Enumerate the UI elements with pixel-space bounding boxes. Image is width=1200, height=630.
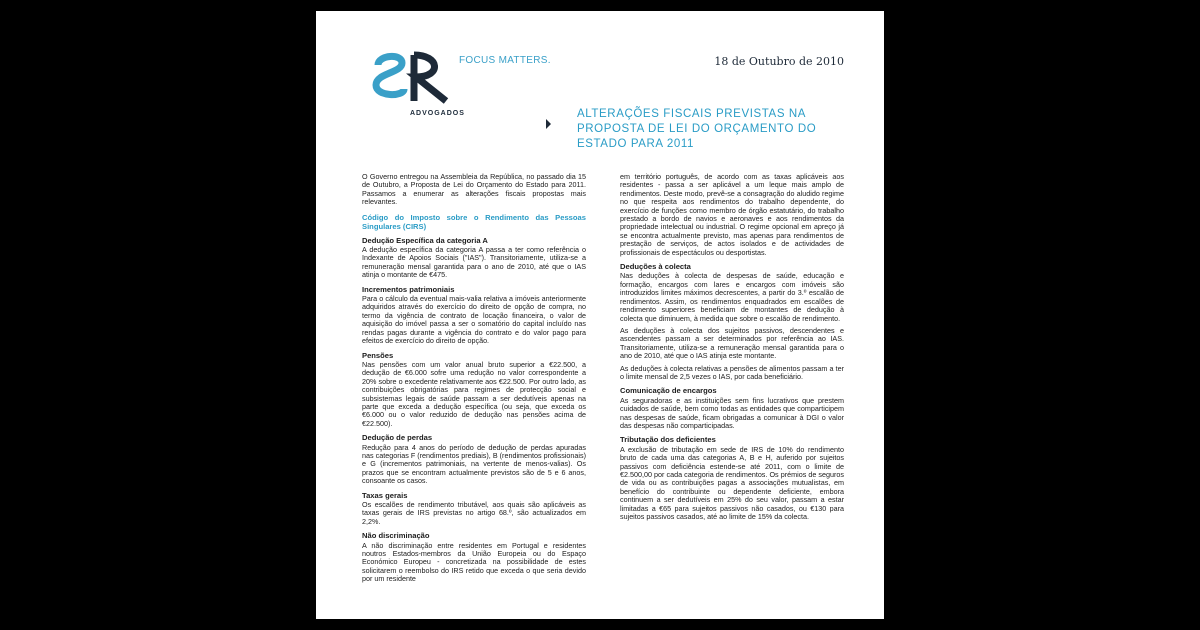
- block-text: Para o cálculo da eventual mais-valia relativa a imóveis anteriormente adquiridos através do exercício do direito de opção de compra, no termo da vigência de contrato de locação financeira, o valor de aquisição do imóvel passa a ser o somatório do capital incluído nas rendas pagas durante a vigência do contrato e do valor pago para efeitos de exercício do direito de opção.: [362, 294, 586, 346]
- document-page: [316, 11, 884, 619]
- block-text: As deduções à colecta dos sujeitos passivos, descendentes e ascendentes passam a ser determinados por referência ao IAS. Transitoriamente, utiliza-se a remuneração mensal garantida para o ano de 2010, até que o IAS atinja este montante.: [620, 325, 844, 361]
- tagline: FOCUS MATTERS.: [459, 55, 551, 66]
- block-heading: Deduções à colecta: [620, 262, 691, 272]
- block-heading: Dedução Específica da categoria A: [362, 235, 488, 245]
- title-arrow-icon: [546, 119, 551, 129]
- continuation-paragraph: em território português, de acordo com as taxas aplicáveis aos residentes - passa a ser aplicável a um leque mais amplo de rendimentos. Deste modo, prevê-se a consagração do aludido regime no que respeita aos rendimentos do trabalho dependente, do exercício de funções como membro de órgão estatutário, do trabalho prestado a bordo de navios e aeronaves e aos rendimentos da propriedade intelectual ou industrial. O regime opcional em apreço já se encontra actualmente previsto, mas apenas para rendimentos de prestação de serviços, de actos isolados e de actividades de profissionais de espectáculos ou desportistas.: [620, 172, 844, 257]
- block-text: Nas pensões com um valor anual bruto superior a €22.500, a dedução de €6.000 sofre uma redução no valor correspondente a 20% sobre o excedente relativamente aos €22.500. Por outro lado, as contribuições obrigatórias para regimes de protecção social e subsistemas legais de saúde passam a ser dedutíveis apenas na parte que exceda a dedução específica (ou seja, que exceda os €6.000 ou o valor reduzido de dedução nas pensões acima de €22.500).: [362, 359, 586, 428]
- block-text: As seguradoras e as instituições sem fins lucrativos que prestem cuidados de saúde, bem como todas as entidades que comparticipem nas despesas de saúde, ficam obrigadas a comunicar à DGI o valor das despesas não comparticipadas.: [620, 395, 844, 430]
- block-text: Os escalões de rendimento tributável, aos quais são aplicáveis as taxas gerais de IRS previstas no artigo 68.º, são actualizados em 2,2%.: [362, 500, 586, 526]
- block-heading: Taxas gerais: [362, 490, 408, 500]
- block-text: Redução para 4 anos do período de dedução de perdas apuradas nas categorias F (rendimentos prediais), B (rendimentos profissionais) e G (incrementos patrimoniais, na vertente de menos-valias). Os prazos que se encontram actualmente previstos são de 5 e 6 anos, consoante os casos.: [362, 442, 586, 486]
- company-logo: [368, 51, 465, 119]
- block-heading: Não discriminação: [362, 531, 430, 541]
- logo-mark-icon: [368, 51, 460, 111]
- block-heading: Dedução de perdas: [362, 433, 433, 443]
- right-column: [620, 173, 844, 525]
- logo-subtitle: ADVOGADOS: [410, 110, 465, 117]
- block-text: A exclusão de tributação em sede de IRS de 10% do rendimento bruto de cada uma das categorias A, B e H, auferido por sujeitos passivos com deficiência estende-se até 2011, com o limite de €2.500,00 por cada categoria de rendimentos. Os prémios de seguros de vida ou as contribuições pagas a associações mutualistas, em benefício do contribuinte ou dependente deficiente, embora continuem a ser dedutíveis em 25% do seu valor, passam a estar limitadas a €65 para sujeitos passivos não casados, ou €130 para sujeitos passivos casados, até ao limite de 15% da colecta.: [620, 444, 844, 522]
- block-text: As deduções à colecta relativas a pensões de alimentos passam a ter o limite mensal de 2,5 vezes o IAS, por cada beneficiário.: [620, 363, 844, 381]
- left-column: [362, 173, 586, 588]
- document-title: ALTERAÇÕES FISCAIS PREVISTAS NA PROPOSTA DE LEI DO ORÇAMENTO DO ESTADO PARA 2011: [577, 108, 817, 150]
- block-text: Nas deduções à colecta de despesas de saúde, educação e formação, encargos com lares e encargos com imóveis são introduzidos limites máximos decrescentes, a partir do 3.º escalão de rendimentos. Assim, os rendimentos enquadrados em escalões de rendimento superiores beneficiam de montantes de dedução à colecta que diminuem, à medida que sobre o escalão de rendimento.: [620, 271, 844, 323]
- block-heading: Incrementos patrimoniais: [362, 284, 455, 294]
- block-heading: Comunicação de encargos: [620, 386, 717, 396]
- block-text: A dedução específica da categoria A passa a ter como referência o Indexante de Apoios Sociais ("IAS"). Transitoriamente, utiliza-se a remuneração mensal garantida para o ano de 2010, até que o IAS atinja o montante de €475.: [362, 245, 586, 280]
- block-heading: Pensões: [362, 350, 394, 360]
- block-heading: Tributação dos deficientes: [620, 435, 716, 445]
- block-text: A não discriminação entre residentes em Portugal e residentes noutros Estados-membros da União Europeia ou do Espaço Económico Europeu - concretizada na possibilidade de estes solicitarem o reembolso do IRS retido que exceda o que seria devido por um residente: [362, 540, 586, 584]
- intro-paragraph: O Governo entregou na Assembleia da República, no passado dia 15 de Outubro, a Proposta de Lei do Orçamento do Estado para 2011. Passamos a enumerar as alterações fiscais propostas mais relevantes.: [362, 172, 586, 207]
- section-heading: Código do Imposto sobre o Rendimento das Pessoas Singulares (CIRS): [362, 212, 586, 231]
- document-date: 18 de Outubro de 2010: [714, 55, 844, 68]
